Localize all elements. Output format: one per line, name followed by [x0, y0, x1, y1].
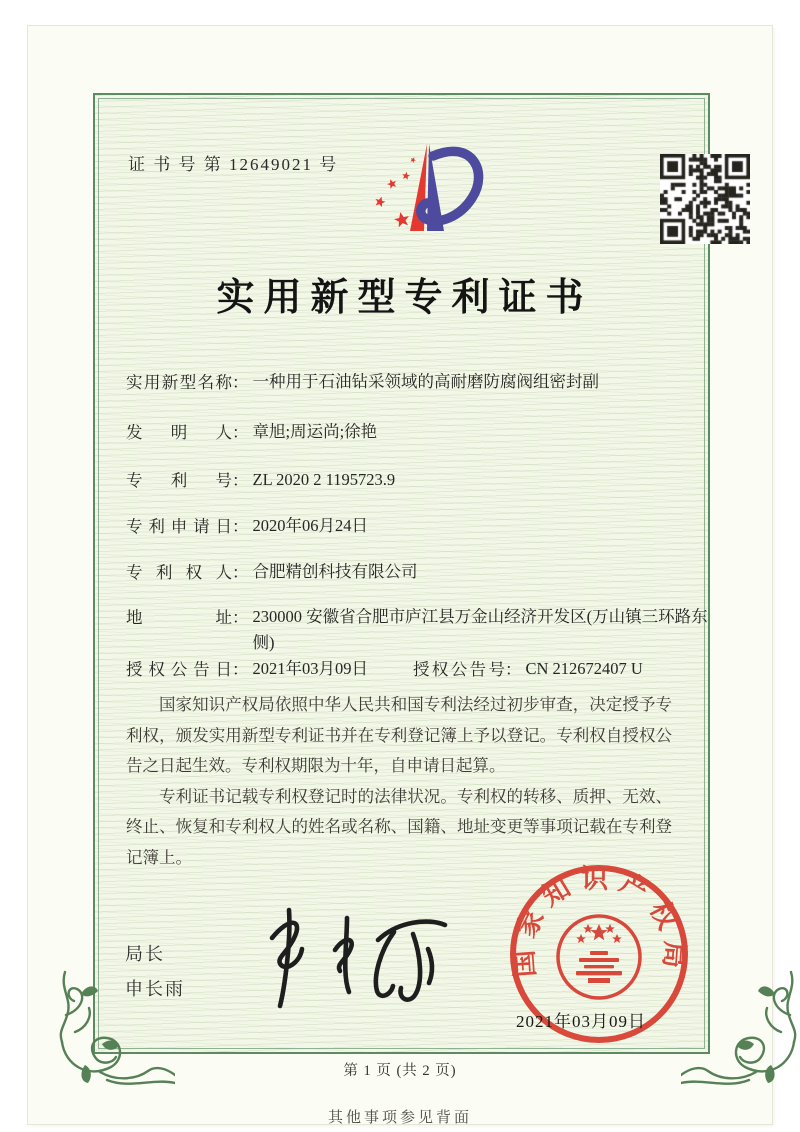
certificate-title: 实用新型专利证书: [216, 277, 593, 319]
grant-date-value: 2021年03月09日: [252, 659, 368, 678]
field-label: 实用新型名称: [126, 373, 232, 392]
field-colon: ：: [505, 660, 522, 679]
certificate-paper: [28, 26, 772, 1124]
grant-date-label: 授权公告日: [126, 660, 232, 679]
page-number: 第 1 页 (共 2 页): [343, 1063, 457, 1079]
officer-title: 局长: [125, 944, 165, 964]
certificate-number-suffix: 号: [319, 155, 339, 174]
field-label: 专利号: [126, 471, 232, 490]
certificate-number-prefix: 证 书 号 第: [128, 155, 223, 174]
field-colon: ：: [232, 563, 249, 582]
field-value: 2020年06月24日: [252, 516, 368, 535]
field-value: 合肥精创科技有限公司: [252, 562, 418, 581]
director-handwritten-signature: [240, 898, 465, 1018]
legal-paragraph-2: 专利证书记载专利权登记时的法律状况。专利权的转移、质押、无效、终止、恢复和专利权人的姓名或名称、国籍、地址变更等事项记载在专利登记簿上。: [126, 786, 672, 867]
cnipa-patent-logo-icon: [366, 136, 494, 241]
grant-no-label: 授权公告号: [413, 660, 505, 679]
field-patentee: [126, 559, 418, 585]
field-value: ZL 2020 2 1195723.9: [252, 470, 396, 489]
field-label: 发明人: [126, 423, 232, 442]
field-grant-number: [413, 656, 643, 682]
field-inventors: [126, 419, 377, 445]
field-colon: ：: [232, 608, 249, 627]
field-value: 230000 安徽省合肥市庐江县万金山经济开发区(万山镇三环路东侧): [252, 607, 708, 652]
officer-block: [125, 937, 185, 1007]
field-colon: ：: [232, 471, 249, 490]
certificate-number: [128, 150, 338, 175]
officer-name: 申长雨: [125, 979, 185, 999]
field-colon: ：: [232, 660, 249, 679]
field-value: 一种用于石油钻采领域的高耐磨防腐阀组密封副: [252, 372, 599, 391]
field-address: [126, 604, 725, 656]
field-colon: ：: [232, 373, 249, 392]
field-application-date: [126, 513, 368, 539]
field-value: 章旭;周运尚;徐艳: [252, 422, 378, 441]
field-utility-model-name: [126, 369, 599, 395]
qr-code: [660, 154, 750, 244]
seal-ring-text: 国家知识产权局: [507, 863, 691, 979]
field-label: 地址: [126, 608, 232, 627]
legal-text: [126, 690, 672, 873]
field-colon: ：: [232, 517, 249, 536]
field-grant-row: [126, 656, 643, 682]
back-side-note: 其他事项参见背面: [327, 1110, 472, 1126]
field-patent-number: [126, 467, 395, 493]
field-label: 专利申请日: [126, 517, 232, 536]
grant-no-value: CN 212672407 U: [525, 659, 643, 678]
field-colon: ：: [232, 423, 249, 442]
seal-date: 2021年03月09日: [516, 1012, 646, 1031]
certificate-number-value: 12649021: [229, 155, 313, 174]
field-label: 专利权人: [126, 563, 232, 582]
legal-paragraph-1: 国家知识产权局依照中华人民共和国专利法经过初步审查，决定授予专利权，颁发实用新型专利证书并在专利登记簿上予以登记。专利权自授权公告之日起生效。专利权期限为十年，自申请日起算。: [126, 695, 672, 775]
